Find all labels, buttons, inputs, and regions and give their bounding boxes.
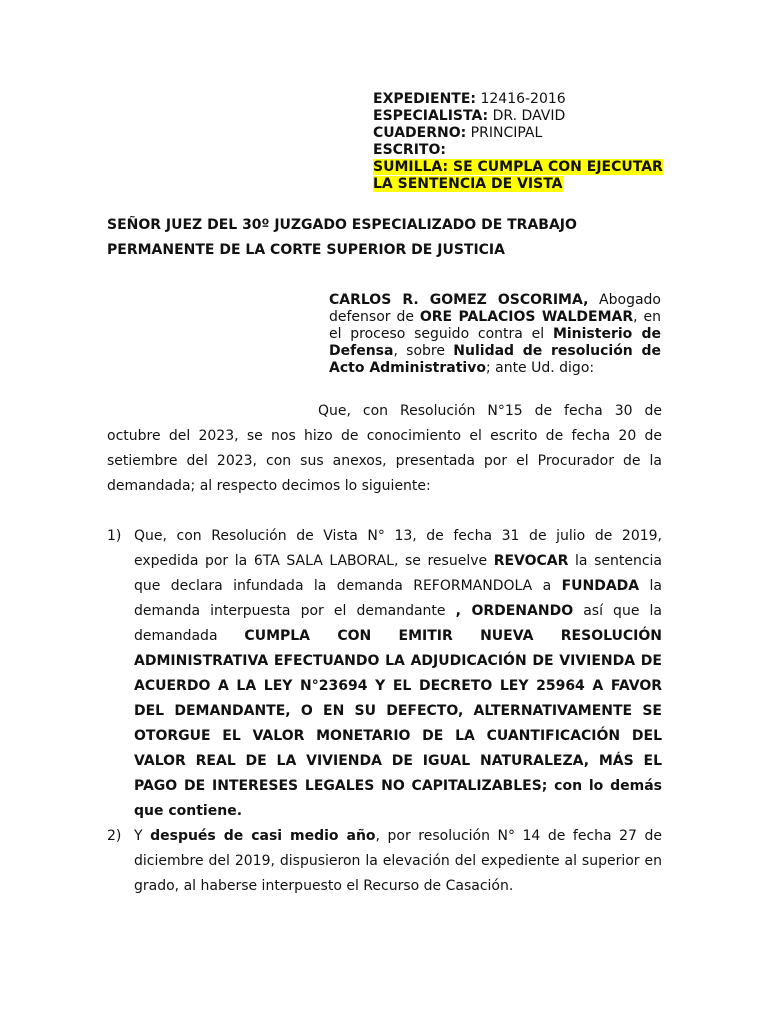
item-bold-text: FUNDADA [561,578,640,594]
addressee-heading: SEÑOR JUEZ DEL 30º JUZGADO ESPECIALIZADO DE TRABAJO PERMANENTE DE LA CORTE SUPERIOR DE JUSTICIA [107,217,577,258]
item-number: 1) [107,528,122,544]
item-text: Y [134,828,151,844]
item-text: Que, con Resolución de Vista N° 13, de fecha 31 de julio de 2019, expedida por la 6TA SALA LABORAL, se resuelve [134,528,662,569]
sumilla-text: SUMILLA: SE CUMPLA CON EJECUTAR LA SENTENCIA DE VISTA [373,159,663,192]
escrito-line [373,142,673,159]
expediente-value: 12416-2016 [476,91,566,107]
item-text: la sentencia que declara infundada la demanda REFORMANDOLA a [134,553,662,594]
expediente-line [373,91,673,108]
especialista-line [373,108,673,125]
especialista-label: ESPECIALISTA: [373,108,489,124]
item-text: así que la demandada [134,603,662,644]
intro-text-1: Abogado defensor de [329,292,661,325]
cuaderno-value: PRINCIPAL [466,125,543,141]
especialista-value: DR. DAVID [488,108,566,124]
cuaderno-label: CUADERNO: [373,125,467,141]
item-body [134,524,662,824]
client-name: ORE PALACIOS WALDEMAR [419,309,634,325]
cuaderno-line [373,125,673,142]
item-bold-text: después de casi medio año [150,828,376,844]
numbered-list [107,524,662,899]
escrito-label: ESCRITO: [373,142,446,158]
sumilla-line [373,159,673,193]
defendant-name: Ministerio de Defensa [329,326,661,359]
item-text: la demanda interpuesta por el demandante [134,578,662,619]
case-header [373,91,673,193]
expediente-label: EXPEDIENTE: [373,91,477,107]
attorney-name: CARLOS R. GOMEZ OSCORIMA, [329,292,589,308]
item-body [134,824,662,899]
item-bold-text: , ORDENANDO [455,603,574,619]
item-bold-text: REVOCAR [493,553,569,569]
item-number: 2) [107,828,122,844]
item-text: , por resolución N° 14 de fecha 27 de diciembre del 2019, dispusieron la elevación del expediente al superior en grado, al haberse interpuesto el Recurso de Casación. [134,828,662,894]
list-item [107,524,662,824]
list-item [107,824,662,899]
intro-text-3: , sobre [393,343,454,359]
opening-paragraph-text: Que, con Resolución N°15 de fecha 30 de octubre del 2023, se nos hizo de conocimiento el escrito de fecha 20 de setiembre del 2023, con sus anexos, presentada por el Procurador de la demandada; al respecto decimos lo siguiente: [107,403,662,494]
intro-text-4: ; ante Ud. digo: [485,360,595,376]
opening-paragraph [107,399,662,499]
item-bold-text: CUMPLA CON EMITIR NUEVA RESOLUCIÓN ADMINISTRATIVA EFECTUANDO LA ADJUDICACIÓN DE VIVIENDA DE ACUERDO A LA LEY N°23694 Y EL DECRETO LEY 25964 A FAVOR DEL DEMANDANTE, O EN SU DEFECTO, ALTERNATIVAMENTE SE OTORGUE EL VALOR MONETARIO DE LA CUANTIFICACIÓN DEL VALOR REAL DE LA VIVIENDA DE IGUAL NATURALEZA, MÁS EL PAGO DE INTERESES LEGALES NO CAPITALIZABLES; con lo demás que contiene. [134,628,662,819]
intro-text-2: , en el proceso seguido contra el [329,309,661,342]
intro-paragraph [329,292,661,377]
case-matter: Nulidad de resolución de Acto Administrativo [329,343,661,376]
